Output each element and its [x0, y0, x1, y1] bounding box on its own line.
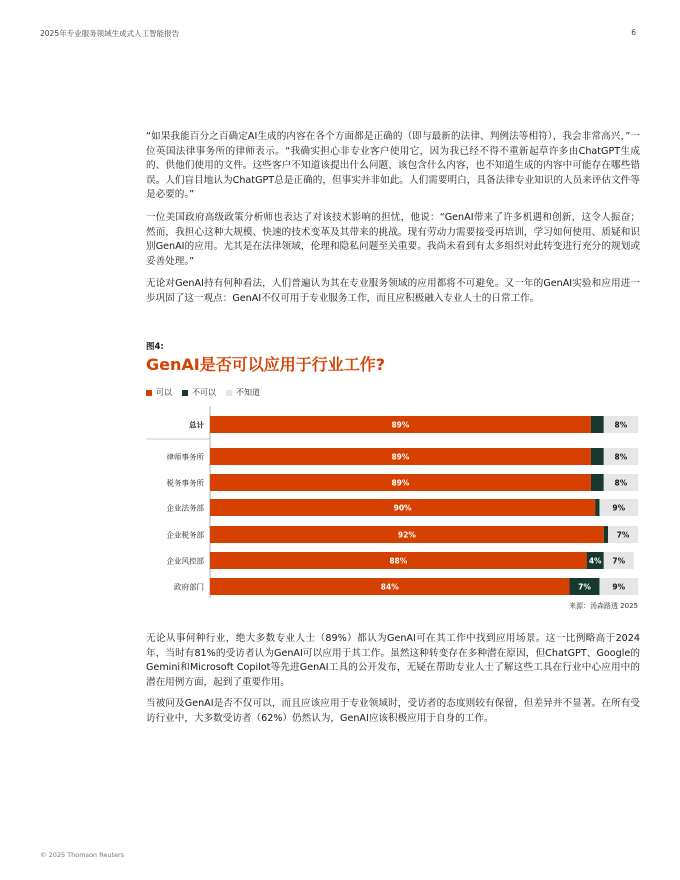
- legend-swatch-unknown: [226, 390, 232, 396]
- data-label: 92%: [397, 530, 416, 540]
- data-label: 9%: [612, 582, 626, 592]
- data-label: 8%: [614, 420, 628, 430]
- chart-source: 来源：汤森路透 2025: [568, 602, 638, 610]
- data-label: 90%: [393, 503, 412, 513]
- body-paragraph-89-percent: 无论从事何种行业，绝大多数专业人士（89%）都认为GenAI可在其工作中找到应用场景。这一比例略高于2024年，当时有81%的受访者认为GenAI可以应用于其工作。虽然这种转变存在多种潜在原因，但ChatGPT、Google的Gemini和Microsoft Copilot等先进GenAI工具的公开发布，无疑在帮助专业人士了解这些工具在行业中心应用中的潜在用例方面，起到了重要作用。: [146, 633, 640, 688]
- legend-label-yes: 可以: [156, 388, 172, 397]
- data-label: 84%: [380, 582, 399, 592]
- legend-swatch-yes: [146, 390, 152, 396]
- figure-label: 图4:: [146, 342, 164, 352]
- data-label: 88%: [389, 556, 408, 566]
- legend-swatch-no: [182, 390, 188, 396]
- figure-title: GenAI是否可以应用于行业工作?: [146, 355, 385, 374]
- copyright-footer: © 2025 Thomson Reuters: [40, 851, 125, 859]
- data-label: 7%: [616, 530, 630, 540]
- legend-item-yes: [146, 387, 172, 398]
- quote-paragraph-uk-lawyer: “如果我能百分之百确定AI生成的内容在各个方面都是正确的（即与最新的法律、判例法等相符），我会非常高兴，”一位英国法律事务所的律师表示。“我确实担心非专业客户使用它，因为我已经不得不重新起草许多由ChatGPT生成的、供他们使用的文件。这些客户不知道该提出什么问题、该包含什么内容，也不知道生成的内容中可能存在哪些错误。人们盲目地认为ChatGPT总是正确的，但事实并非如此。人们需要明白，具备法律专业知识的人员来评估文件等是必要的。”: [146, 131, 640, 201]
- report-header-title: 2025年专业服务领域生成式人工智能报告: [40, 29, 180, 38]
- bar-segment-no: [604, 526, 608, 543]
- category-label: 企业法务部: [166, 503, 204, 513]
- page-number: 6: [631, 28, 636, 37]
- data-label: 7%: [612, 556, 626, 566]
- data-label: 9%: [612, 503, 626, 513]
- quote-paragraph-us-analyst: 一位美国政府高级政策分析师也表达了对该技术影响的担忧，他说：“GenAI带来了许多机遇和创新，这令人振奋；然而，我担心这种大规模、快速的技术变革及其带来的挑战。现有劳动力需要接受再培训，学习如何使用、质疑和识别GenAI的应用。尤其是在法律领域，伦理和隐私问题至关重要。我尚未看到有太多组织对此转变进行充分的规划或妥善处理。”: [146, 212, 640, 267]
- category-label: 企业税务部: [166, 530, 204, 540]
- bar-segment-no: [591, 448, 604, 465]
- category-label: 律师事务所: [166, 452, 204, 462]
- category-label: 税务事务所: [166, 478, 204, 488]
- data-label: 89%: [391, 420, 410, 430]
- data-label: 4%: [588, 556, 602, 566]
- bar-segment-no: [591, 416, 604, 433]
- body-paragraph-62-percent: 当被问及GenAI是否不仅可以，而且应该应用于专业领域时，受访者的态度则较有保留，但差异并不显著。在所有受访行业中，大多数受访者（62%）仍然认为，GenAI应该积极应用于自身的工作。: [146, 698, 640, 724]
- stacked-bar-chart: [146, 400, 640, 600]
- data-label: 8%: [614, 478, 628, 488]
- category-label: 政府部门: [174, 582, 204, 592]
- data-label: 89%: [391, 452, 410, 462]
- bar-segment-no: [595, 499, 599, 516]
- data-label: 8%: [614, 452, 628, 462]
- legend-label-no: 不可以: [192, 388, 216, 397]
- legend-item-no: [182, 387, 216, 398]
- legend-item-unknown: [226, 387, 260, 398]
- category-label: 总计: [189, 420, 204, 430]
- legend-label-unknown: 不知道: [236, 388, 260, 397]
- chart-legend: [146, 387, 270, 398]
- data-label: 7%: [578, 582, 591, 592]
- bar-segment-no: [591, 474, 604, 491]
- data-label: 89%: [391, 478, 410, 488]
- category-label: 企业风控部: [166, 556, 204, 566]
- body-paragraph-inevitable: 无论对GenAI持有何种看法，人们普遍认为其在专业服务领域的应用都将不可避免。又一年的GenAI实验和应用进一步巩固了这一观点：GenAI不仅可用于专业服务工作，而且应积极融入专业人士的日常工作。: [146, 278, 640, 304]
